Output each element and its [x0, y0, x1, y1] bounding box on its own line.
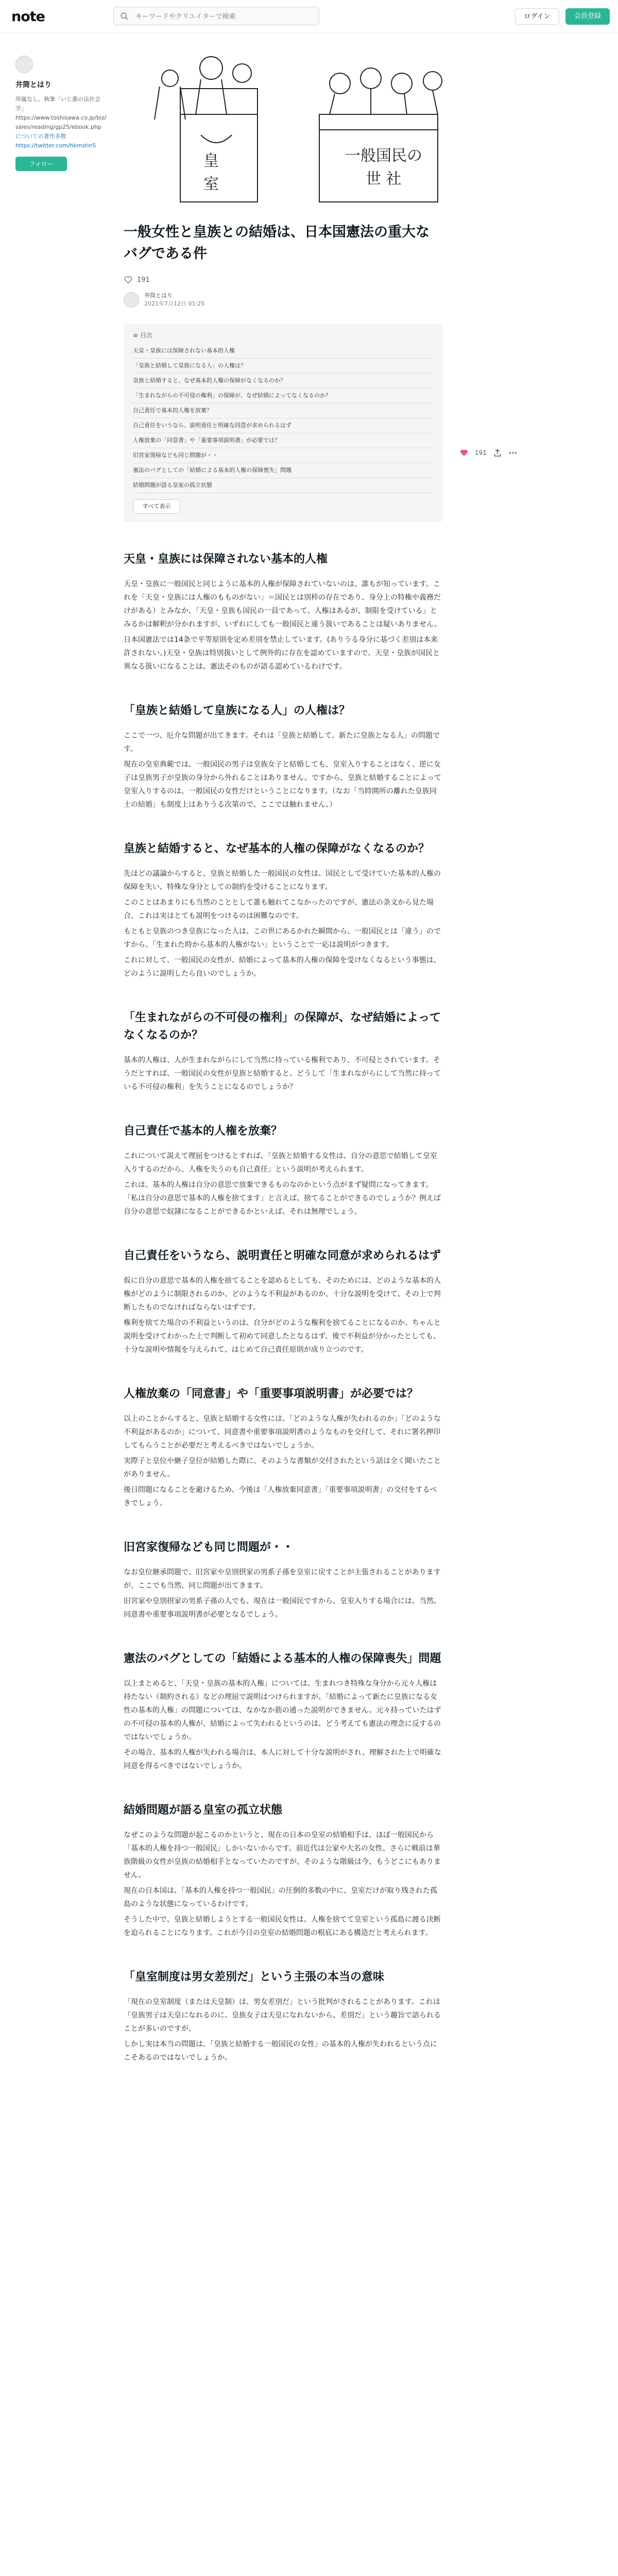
section-heading: 皇族と結婚すると、なぜ基本的人権の保障がなくなるのか？ — [124, 842, 430, 855]
byline-author[interactable]: 井筒とはり — [144, 292, 173, 299]
toc-item[interactable]: 「生まれながらの不可侵の権利」の保障が、なぜ結婚によってなくなるのか？ — [133, 388, 434, 403]
byline-date: 2021年7月12日 01:25 — [144, 300, 205, 307]
like-count: 191 — [137, 276, 150, 284]
author-bio-link[interactable]: についての著作多数 https://twitter.com/hkmstin5 — [15, 133, 96, 149]
table-of-contents — [124, 324, 443, 522]
section-heading: 憲法のバグとしての「結婚による基本的人権の保障喪失」問題 — [124, 1652, 441, 1665]
search-box[interactable] — [113, 7, 319, 25]
section-heading: 自己責任で基本的人権を放棄？ — [124, 1125, 283, 1138]
section-paragraph: ここで一つ、厄介な問題が出てきます。それは「皇族と結婚して、新たに皇族となる人」の問題です。 — [124, 732, 440, 753]
article-section — [124, 1802, 443, 1940]
section-paragraph: 旧宮家や皇別摂家の男系子孫の人でも、現在は一般国民ですから、皇室入りする場合には、当然、同意書や重要事項説明書が必要となるでしょう。 — [124, 1597, 441, 1619]
heart-icon[interactable] — [459, 448, 469, 457]
top-navigation-bar — [0, 0, 618, 33]
section-paragraph: 後日問題になることを避けるため、今後は「人権放棄同意書」「重要事項説明書」の交付をするべきでしょう。 — [124, 1486, 437, 1507]
section-heading: 旧宮家復帰なども同じ問題が・・ — [124, 1541, 294, 1554]
section-paragraph: 基本的人権は、人が生まれながらにして当然に持っている権利であり、不可侵とされています。そうだとすれば、一般国民の女性が皇族と結婚すると、どうして「生まれながらにして当然に持っている不可侵の権利」を失うことになるのでしょうか？ — [124, 1056, 441, 1091]
share-icon[interactable] — [493, 448, 502, 457]
search-input[interactable] — [134, 7, 317, 26]
toc-item[interactable]: 結婚問題が語る皇室の孤立状態 — [133, 478, 434, 493]
follow-button[interactable]: フォロー — [15, 157, 67, 171]
section-paragraph: 現在の皇室典範では、一般国民の男子は皇族女子と結婚しても、皇室入りすることはなく、逆に女子は皇族男子が皇族の身分から外れることはありません。ですから、皇族と結婚することによって皇室入りするのは、一般国民の女性だけということになります。（なお「当時開所の離れた皇族同士の結婚」も制度上はありうる次第ので、ここでは触れません。） — [124, 760, 441, 809]
section-heading: 「皇室制度は男女差別だ」という主張の本当の意味 — [124, 1971, 385, 1984]
section-paragraph: しかし実は本当の問題は、「皇族と結婚する一般国民の女性」の基本的人権が失われるという点にこそあるのではないでしょうか。 — [124, 2040, 437, 2062]
article-section — [124, 1385, 443, 1510]
login-button[interactable]: ログイン — [515, 8, 559, 25]
section-paragraph: これに対して、一般国民の女性が、結婚によって基本的人権の保障を受けなくなるという事態は、どのように説明したら良いのでしょうか。 — [124, 956, 441, 978]
signup-button[interactable]: 会員登録 — [565, 8, 610, 25]
section-heading: 結婚問題が語る皇室の孤立状態 — [124, 1804, 283, 1817]
side-actions — [459, 448, 518, 457]
more-icon[interactable] — [508, 448, 518, 457]
section-heading: 人権放棄の「同意書」や「重要事項説明書」が必要では？ — [124, 1387, 419, 1400]
section-paragraph: 天皇・皇族に一般国民と同じように基本的人権が保障されていないのは、誰もが知っています。これを「天皇・皇族には人権のもものがない」＝国民とは別枠の存在であり、身分上の特権や義務だけがある）とみなか、「天皇・皇族も国民の一員であって、人権はあるが、制限を受けている」とみるかは解釈が分かれますが、いずれにしても一般国民と違う扱いであることは疑いありません。 — [124, 580, 441, 629]
hero-illustration — [98, 47, 520, 207]
article-title: 一般女性と皇族との結婚は、日本国憲法の重大なバグである件 — [124, 224, 430, 262]
author-name[interactable]: 井筒とはり — [15, 81, 52, 89]
svg-text:世 社: 世 社 — [366, 170, 402, 188]
byline — [124, 292, 443, 308]
svg-text:室: 室 — [203, 175, 219, 193]
toc-item[interactable]: 皇族と結婚すると、なぜ基本的人権の保障がなくなるのか？ — [133, 374, 434, 388]
like-row — [124, 275, 443, 284]
article-section — [124, 1123, 443, 1218]
section-paragraph: 日本国憲法では14条で平等原則を定め差別を禁止しています。(ありうる身分に基づく差別は本来許されない。)天皇・皇族は特別扱いとして例外的に存在を認めていますので、天皇・皇族が国民と異なる扱いになることは、憲法そのものが語る認めているわけです。 — [124, 636, 440, 671]
svg-text:皇: 皇 — [203, 152, 219, 170]
section-paragraph: 「現在の皇室制度（または天皇制）は、男女差別だ」という批判がされることがあります。これは「皇族男子は天皇になれるのに、皇族女子は天皇になれないから、差別だ」という趣旨で語られることが多いのですが、 — [124, 1998, 441, 2033]
section-paragraph: その場合、基本的人権が失われる場合は、本人に対して十分な説明がされ、理解された上で明確な同意を得るべきではないでしょうか。 — [124, 1749, 441, 1770]
section-paragraph: これは、基本的人権は自分の意思で放棄できるものなのかという点がまず疑問になってきます。「私は自分の意思で基本的人権を捨てます」と言えば、捨てることができるのでしょうか？例えば自分の意思で奴隷になることができるかといえば、それは無理でしょう。 — [124, 1181, 441, 1216]
section-paragraph: なお皇位継承問題で、旧宮家や皇別摂家の男系子孫を皇室に戻すことが主張されることがありますが、ここでも当然、同じ問題が出てきます。 — [124, 1568, 441, 1590]
article-section — [124, 1247, 443, 1357]
section-paragraph: なぜこのような問題が起こるのかというと、現在の日本の皇室の結婚相手は、ほぼ一般国民から「基本的人権を持つ一般国民」しかいないからです。前近代は公家や大名の女性、さらに戦前は華族階級の女性が皇族の結婚相手となっていたのですが、そのような階級は今、もうどこにもありません。 — [124, 1831, 441, 1879]
note-logo[interactable]: note — [11, 9, 45, 25]
article-section — [124, 702, 443, 811]
toc-item[interactable]: 天皇・皇族には保障されない基本的人権 — [133, 344, 434, 359]
section-heading: 天皇・皇族には保障されない基本的人権 — [124, 553, 328, 566]
section-paragraph: 実際子と皇位や継子皇位が結婚した際に、そのような書類が交付されたという話は全く聞いたことがありません。 — [124, 1457, 441, 1479]
article-section — [124, 1009, 443, 1094]
article-section — [124, 551, 443, 673]
toc-item[interactable]: 自己責任をいうなら、説明責任と明確な同意が求められるはず — [133, 418, 434, 433]
author-bio-text: 所属なし。執筆「いじ悪の法社会学」 https://www.toshisawa.co.jp/biz/sales/reading/gp25/ebook.php — [15, 96, 107, 130]
section-paragraph: 以上まとめると、「天皇・皇族の基本的人権」については、生まれつき特殊な身分から元々人権は持たない（制約される）などの理屈で説明はつけられますが、「結婚によって新たに皇族になる女性の基本的人権」の問題については、なかなか筋の通った説明ができません。元々持っていたはずの不可侵の基本的人権が、結婚によって失われるというのは、どう考えても憲法の理念に反するのではないでしょうか。 — [124, 1680, 441, 1741]
section-paragraph: このことはあまりにも当然のこととして誰も触れてこなかったのですが、憲法の条文から見た場合、これは実はとても説明をつけるのは困難なのです。 — [124, 899, 434, 920]
article — [124, 222, 443, 2066]
side-like-count: 191 — [475, 449, 487, 456]
toc-item[interactable]: 旧宮家復帰なども同じ問題が・・ — [133, 448, 434, 463]
author-profile — [15, 56, 108, 171]
search-icon — [120, 12, 129, 21]
section-paragraph: これについて説えて理屈をつけるとすれば、「皇族と結婚する女性は、自分の意思で結婚して皇室入りするのだから、人権を失うのも自己責任」という説明が考えられます。 — [124, 1152, 437, 1174]
section-paragraph: 現在の日本国は、「基本的人権を持つ一般国民」の圧倒的多数の中に、皇室だけが取り残された孤島のような状態になっているわけです。 — [124, 1887, 437, 1908]
section-paragraph: 仮に自分の意思で基本的人権を捨てることを認めるとしても、そのためには、どのような基本的人権がどのように制限されるのか、どのような不利益があるのか、十分な説明を受けて、その上で判断したものでなければならないはずです。 — [124, 1277, 441, 1312]
section-heading: 自己責任をいうなら、説明責任と明確な同意が求められるはず — [124, 1249, 441, 1262]
byline-avatar[interactable] — [124, 292, 139, 308]
section-heading: 「皇族と結婚して皇族になる人」の人権は？ — [124, 704, 351, 717]
toc-item[interactable]: 憲法のバグとしての「結婚による基本的人権の保障喪失」問題 — [133, 463, 434, 478]
article-section — [124, 1539, 443, 1621]
section-paragraph: 以上のことからすると、皇族と結婚する女性には、「どのような人権が失われるのか」「どのような不利益があるのか」について、同意書や重要事項説明書のようなものを交付して、それに署名押印してもらうことが必要だと考えるべきではないでしょうか。 — [124, 1415, 441, 1450]
toc-item[interactable]: 自己責任で基本的人権を放棄？ — [133, 403, 434, 418]
toc-item[interactable]: 人権放棄の「同意書」や「重要事項説明書」が必要では？ — [133, 433, 434, 448]
toc-title: ≡ 目次 — [133, 332, 152, 339]
section-paragraph: 権利を捨てた場合の不利益というのは、自分がどのような権利を捨てることになるのか、ちゃんと説明を受けてわかった上で判断して初めて同意したとなるはず、後で不利益が分かったとしても、十分な説明や情報を与えられて、はじめて自己責任原則が成り立つのです。 — [124, 1319, 441, 1354]
section-paragraph: もともと皇族のつき皇族になった人は、この世にあるかれた瞬間から、一般国民とは「違う」のですから、「生まれた時から基本的人権がない」ということで一応は説明がつきます。 — [124, 927, 441, 949]
article-section — [124, 1650, 443, 1773]
svg-text:一般国民の: 一般国民の — [345, 147, 422, 165]
section-heading: 「生まれながらの不可侵の権利」の保障が、なぜ結婚によってなくなるのか？ — [124, 1011, 441, 1042]
avatar[interactable] — [15, 56, 33, 73]
article-section — [124, 1969, 443, 2064]
section-paragraph: 先ほどの議論からすると、皇族と結婚した一般国民の女性は、国民として受けていた基本的人権の保障を失い、特殊な身分としての制約を受けることになります。 — [124, 870, 441, 891]
heart-icon[interactable] — [124, 275, 133, 284]
article-section — [124, 840, 443, 980]
toc-item[interactable]: 「皇族と結婚して皇族になる人」の人権は？ — [133, 359, 434, 374]
section-paragraph: そうした中で、皇族と結婚しようとする一般国民女性は、人権を捨てて皇室という孤島に渡る決断を迫られることになります。これが今日の皇室の結婚問題の根底にある構造だと考えられます。 — [124, 1916, 441, 1937]
toc-show-all-button[interactable]: すべて表示 — [133, 499, 180, 514]
author-bio — [15, 95, 108, 150]
